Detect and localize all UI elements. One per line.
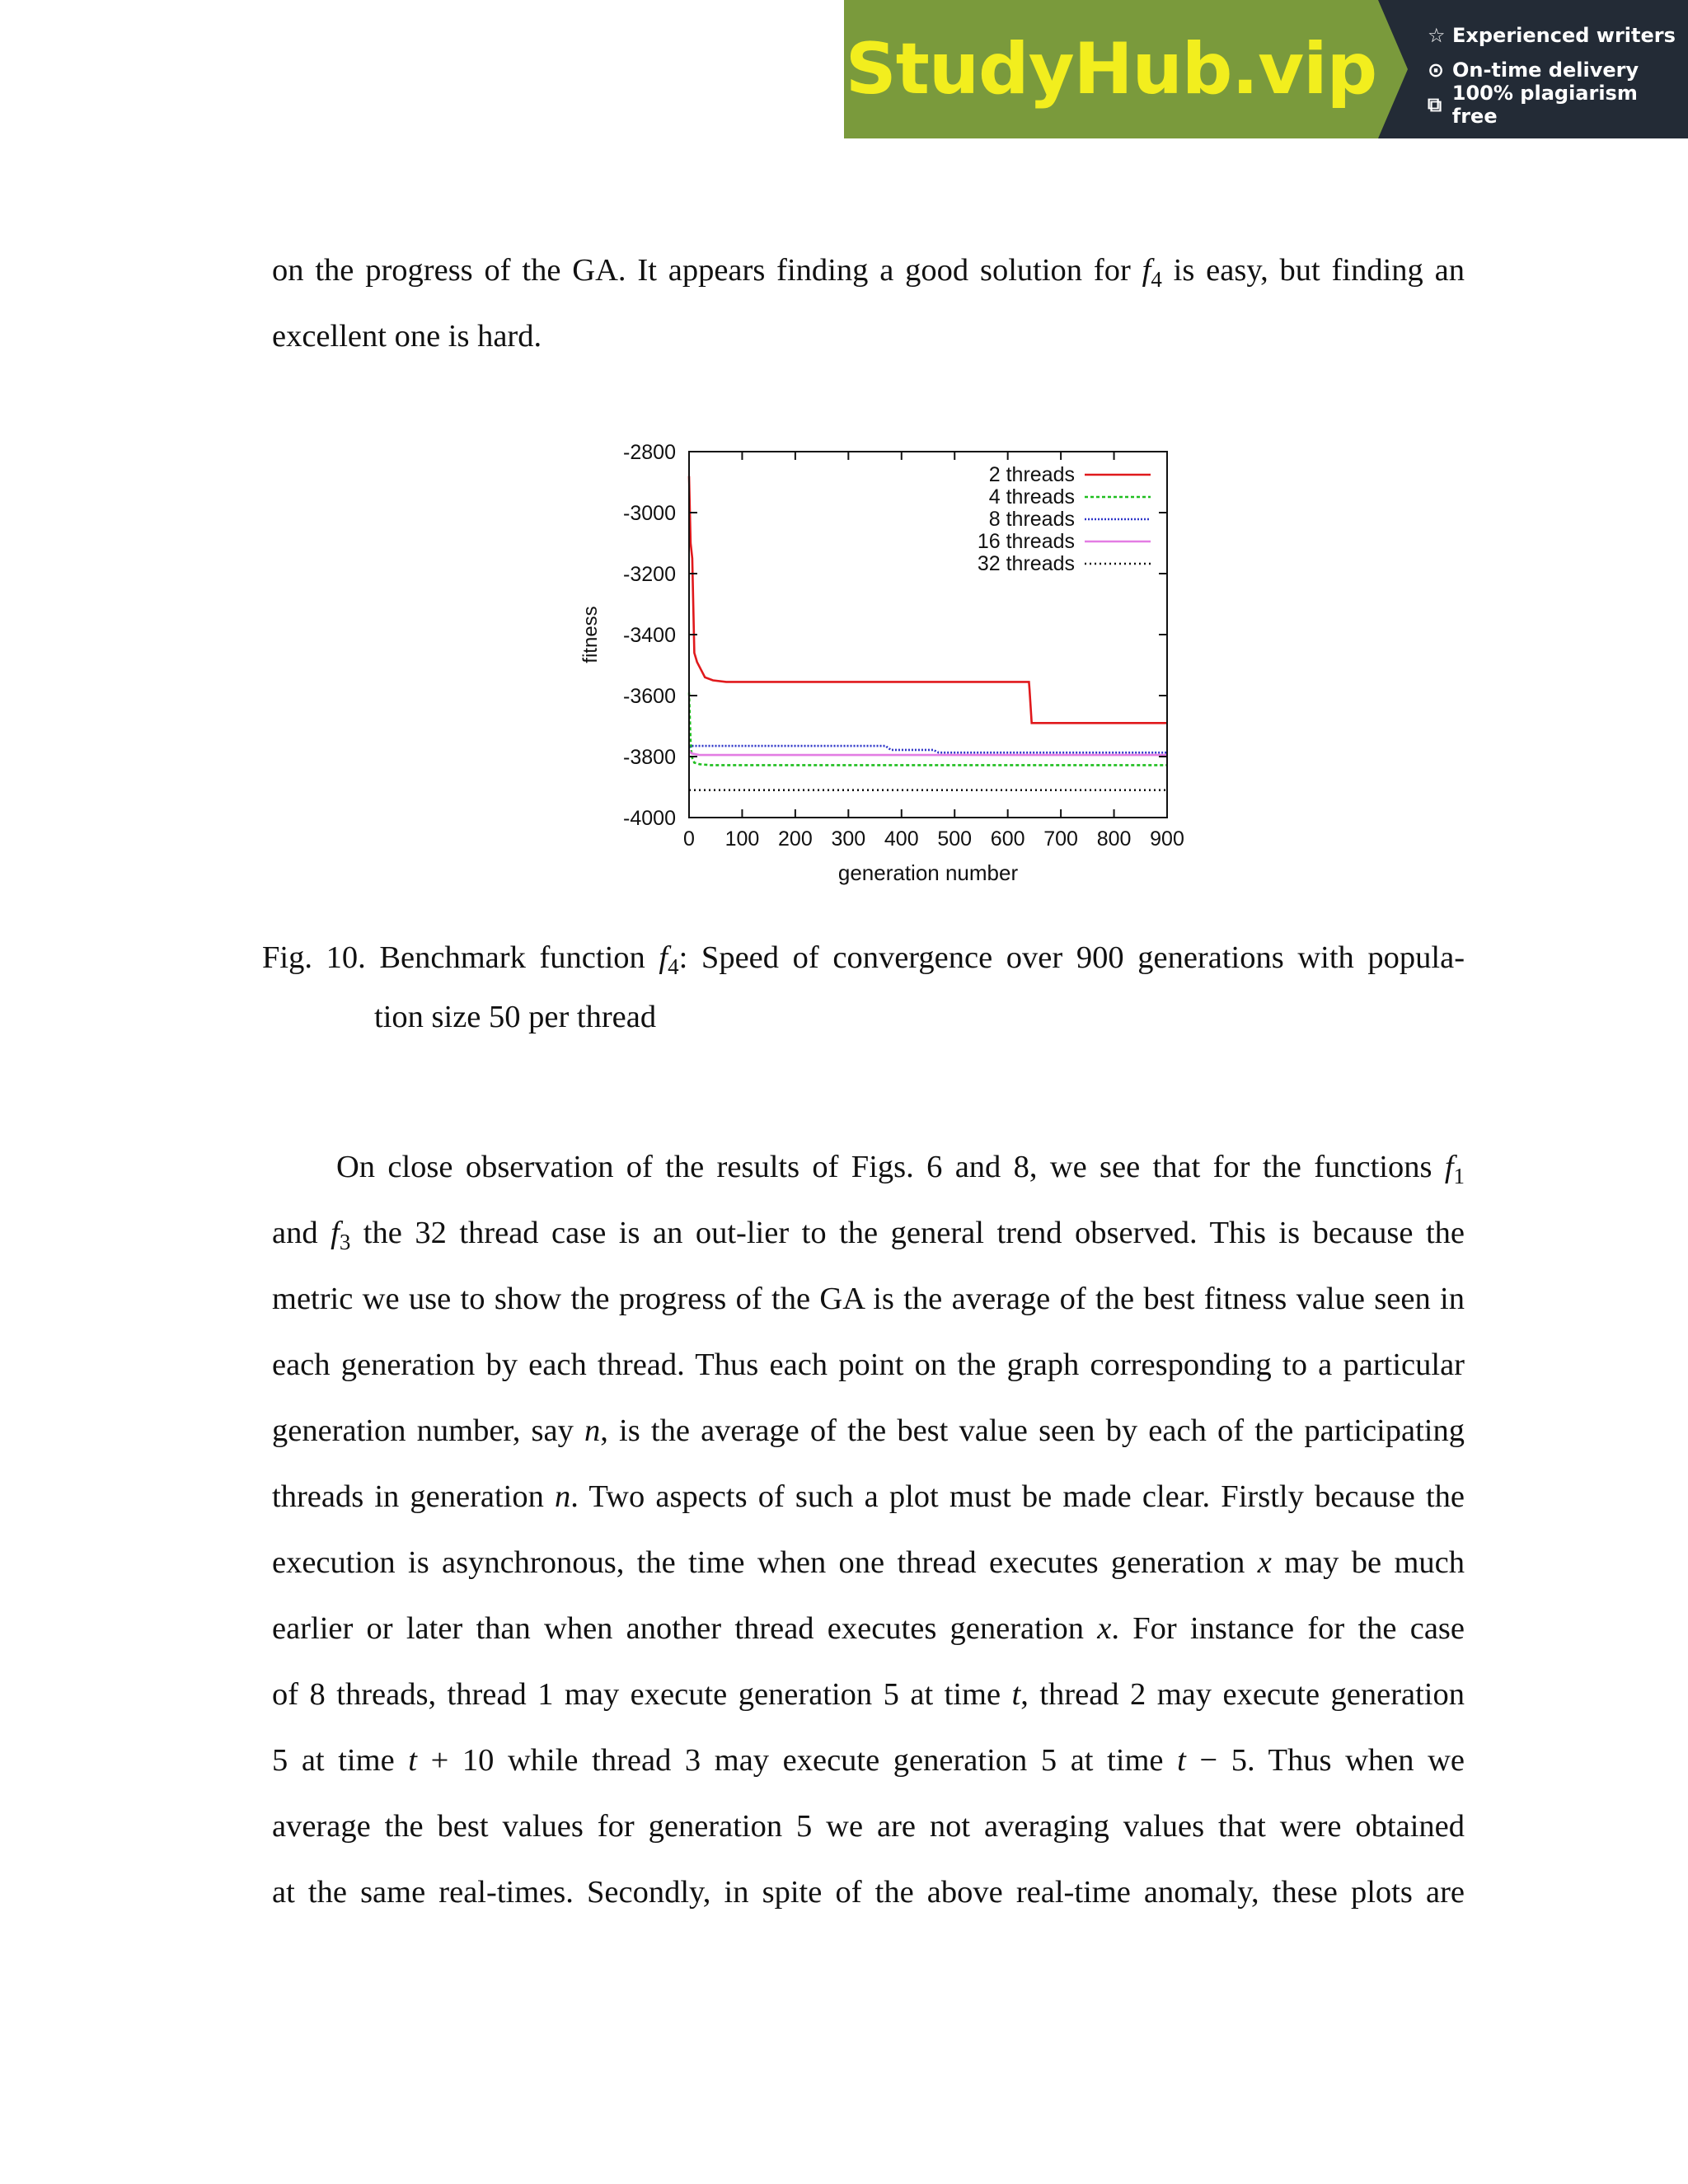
figure-caption bbox=[262, 933, 1465, 1043]
series-line-8-threads bbox=[689, 746, 1167, 752]
x-tick-label: 400 bbox=[884, 827, 919, 851]
clock-icon: ⊙ bbox=[1428, 59, 1445, 82]
x-tick-label: 500 bbox=[937, 827, 973, 851]
feature-label: On-time delivery bbox=[1452, 59, 1639, 82]
studyhub-logo[interactable] bbox=[844, 0, 1378, 138]
x-tick-label: 300 bbox=[831, 827, 866, 851]
caption-line: tion size 50 per thread bbox=[374, 1000, 657, 1035]
y-tick-label: -3200 bbox=[623, 563, 676, 586]
star-icon: ☆ bbox=[1428, 24, 1446, 47]
legend-label: 2 threads bbox=[988, 463, 1075, 486]
text-line: excellent one is hard. bbox=[272, 319, 542, 354]
text-line: on the progress of the GA. It appears finding a good solution for $f_4$ is easy, but finding an bbox=[272, 253, 1465, 293]
x-tick-label: 0 bbox=[683, 827, 695, 851]
figure-10-chart bbox=[560, 429, 1220, 907]
paragraph-discussion bbox=[272, 1134, 1465, 1925]
banner-features bbox=[1378, 0, 1688, 138]
x-tick-label: 900 bbox=[1150, 827, 1184, 851]
brand-name: StudyHub.vip bbox=[845, 28, 1377, 110]
plot-frame bbox=[689, 452, 1167, 818]
y-tick-label: -4000 bbox=[623, 807, 676, 830]
x-tick-label: 200 bbox=[778, 827, 813, 851]
y-tick-label: -3000 bbox=[623, 502, 676, 525]
text-line: On close observation of the results of Figs. 6 and 8, we see that for the functions $f_1$ bbox=[336, 1150, 1465, 1189]
x-tick-label: 800 bbox=[1096, 827, 1132, 851]
feature-plagiarism-free bbox=[1428, 82, 1688, 128]
x-tick-label: 600 bbox=[990, 827, 1025, 851]
series-line-16-threads bbox=[689, 751, 1167, 756]
x-axis-label: generation number bbox=[837, 860, 1019, 885]
series-line-2-threads bbox=[689, 476, 1167, 724]
y-axis-label: fitness bbox=[579, 606, 602, 663]
chart-legend bbox=[978, 463, 1151, 575]
caption-line: Fig. 10. Benchmark function $f_4$: Speed of convergence over 900 generations with popula- bbox=[262, 940, 1465, 980]
legend-label: 4 threads bbox=[988, 485, 1075, 509]
x-tick-label: 100 bbox=[724, 827, 760, 851]
text-line: metric we use to show the progress of the GA is the average of the best fitness value seen in bbox=[272, 1282, 1465, 1316]
legend-label: 16 threads bbox=[977, 530, 1075, 553]
y-tick-label: -3400 bbox=[623, 624, 676, 647]
feature-label: Experienced writers bbox=[1452, 24, 1676, 47]
text-line: 5 at time t + 10 while thread 3 may execute generation 5 at time t − 5. Thus when we bbox=[272, 1743, 1465, 1778]
y-tick-label: -2800 bbox=[623, 441, 676, 464]
text-line: earlier or later than when another thread executes generation x. For instance for the case bbox=[272, 1611, 1465, 1646]
text-line: execution is asynchronous, the time when one thread executes generation x may be much bbox=[272, 1545, 1465, 1580]
x-tick-label: 700 bbox=[1043, 827, 1078, 851]
text-line: average the best values for generation 5 we are not averaging values that were obtained bbox=[272, 1809, 1465, 1844]
y-tick-label: -3600 bbox=[623, 685, 676, 708]
text-line: and $f_3$ the 32 thread case is an out-lier to the general trend observed. This is because the bbox=[272, 1216, 1465, 1255]
text-line: of 8 threads, thread 1 may execute generation 5 at time t, thread 2 may execute generation bbox=[272, 1677, 1465, 1712]
legend-label: 8 threads bbox=[988, 508, 1075, 531]
copy-icon: ⧉ bbox=[1428, 93, 1442, 116]
y-tick-label: -3800 bbox=[623, 746, 676, 769]
text-line: generation number, say n, is the average of the best value seen by each of the participating bbox=[272, 1413, 1465, 1448]
paragraph-intro bbox=[272, 237, 1465, 369]
studyhub-banner[interactable] bbox=[844, 0, 1688, 138]
text-line: at the same real-times. Secondly, in spite of the above real-time anomaly, these plots are bbox=[272, 1875, 1465, 1910]
fitness-convergence-chart bbox=[560, 429, 1220, 907]
feature-label: 100% plagiarism free bbox=[1451, 82, 1638, 128]
text-line: threads in generation n. Two aspects of such a plot must be made clear. Firstly because the bbox=[272, 1479, 1465, 1514]
feature-experienced-writers bbox=[1428, 18, 1688, 53]
text-line: each generation by each thread. Thus each point on the graph corresponding to a particular bbox=[272, 1347, 1465, 1382]
legend-label: 32 threads bbox=[977, 552, 1075, 575]
